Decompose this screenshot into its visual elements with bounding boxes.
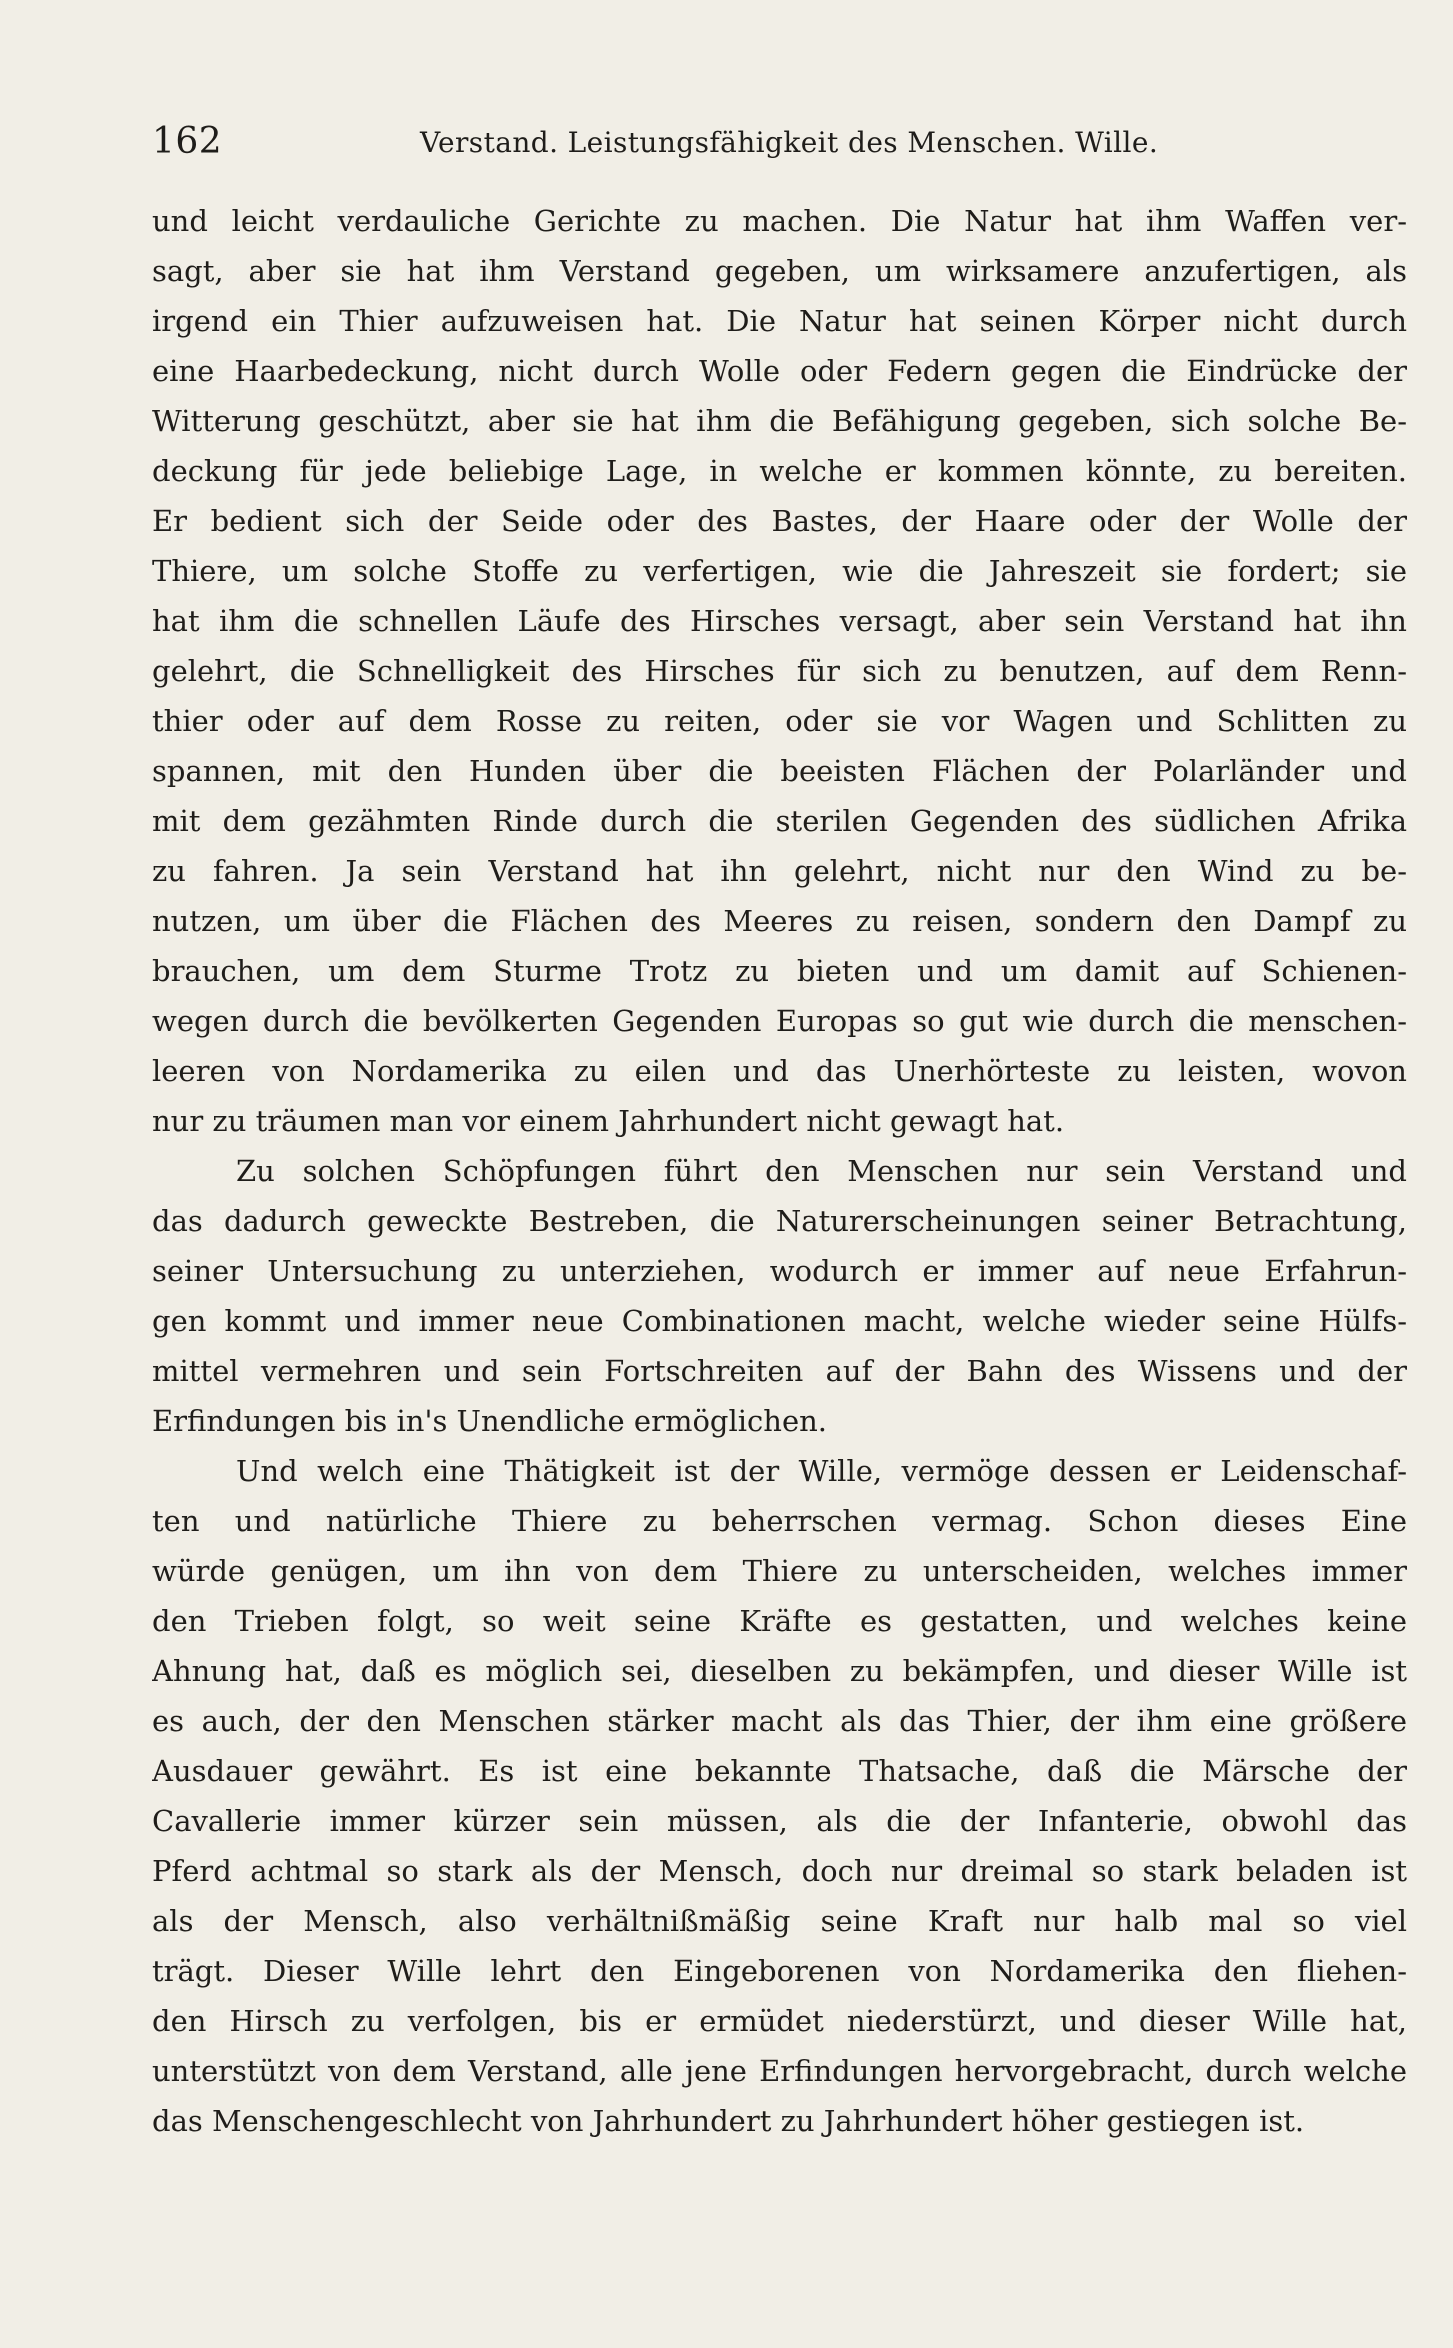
text-line: leeren von Nordamerika zu eilen und das Unerhörteste zu leisten, wovon [152, 1054, 1407, 1088]
text-line: spannen, mit den Hunden über die beeisten Flächen der Polarländer und [152, 754, 1407, 788]
text-line: den Hirsch zu verfolgen, bis er ermüdet niederstürzt, und dieser Wille hat, [152, 2004, 1407, 2038]
text-line: thier oder auf dem Rosse zu reiten, oder sie vor Wagen und Schlitten zu [152, 704, 1407, 738]
text-line: Witterung geschützt, aber sie hat ihm die Befähigung gegeben, sich solche Be- [152, 404, 1407, 438]
text-line: unterstützt von dem Verstand, alle jene Erfindungen hervorgebracht, durch welche [152, 2054, 1407, 2088]
paragraph [152, 1146, 1407, 1446]
page-number: 162 [152, 121, 223, 162]
paragraph [152, 196, 1407, 1146]
text-line: gelehrt, die Schnelligkeit des Hirsches für sich zu benutzen, auf dem Renn- [152, 654, 1407, 688]
text-line: das Menschengeschlecht von Jahrhundert zu Jahrhundert höher gestiegen ist. [152, 2104, 1305, 2138]
text-line: das dadurch geweckte Bestreben, die Naturerscheinungen seiner Betrachtung, [152, 1204, 1407, 1238]
text-line: deckung für jede beliebige Lage, in welche er kommen könnte, zu bereiten. [152, 454, 1407, 488]
body-text [152, 196, 1407, 2146]
text-line: nur zu träumen man vor einem Jahrhundert nicht gewagt hat. [152, 1104, 1065, 1138]
text-line: Ahnung hat, daß es möglich sei, dieselben zu bekämpfen, und dieser Wille ist [152, 1654, 1407, 1688]
text-line: es auch, der den Menschen stärker macht als das Thier, der ihm eine größere [152, 1704, 1407, 1738]
text-line: zu fahren. Ja sein Verstand hat ihn gelehrt, nicht nur den Wind zu be- [152, 854, 1407, 888]
text-line: ten und natürliche Thiere zu beherrschen vermag. Schon dieses Eine [152, 1504, 1407, 1538]
text-line: als der Mensch, also verhältnißmäßig seine Kraft nur halb mal so viel [152, 1904, 1407, 1938]
text-line: gen kommt und immer neue Combinationen macht, welche wieder seine Hülfs- [152, 1304, 1407, 1338]
text-line: Er bedient sich der Seide oder des Bastes, der Haare oder der Wolle der [152, 504, 1407, 538]
text-line: den Trieben folgt, so weit seine Kräfte es gestatten, und welches keine [152, 1604, 1407, 1638]
text-line: hat ihm die schnellen Läufe des Hirsches versagt, aber sein Verstand hat ihn [152, 604, 1407, 638]
text-line: Thiere, um solche Stoffe zu verfertigen, wie die Jahreszeit sie fordert; sie [152, 554, 1407, 588]
text-line: würde genügen, um ihn von dem Thiere zu unterscheiden, welches immer [152, 1554, 1407, 1588]
text-line: sagt, aber sie hat ihm Verstand gegeben, um wirksamere anzufertigen, als [152, 254, 1407, 288]
text-line: Pferd achtmal so stark als der Mensch, doch nur dreimal so stark beladen ist [152, 1854, 1407, 1888]
text-line: nutzen, um über die Flächen des Meeres zu reisen, sondern den Dampf zu [152, 904, 1407, 938]
text-line: Und welch eine Thätigkeit ist der Wille, vermöge dessen er Leidenschaf- [236, 1454, 1407, 1488]
text-line: trägt. Dieser Wille lehrt den Eingeborenen von Nordamerika den fliehen- [152, 1954, 1407, 1988]
paragraph [152, 1446, 1407, 2146]
running-head: Verstand. Leistungsfähigkeit des Menschen. Wille. [420, 126, 1159, 159]
text-line: Erfindungen bis in's Unendliche ermöglichen. [152, 1404, 828, 1438]
text-line: seiner Untersuchung zu unterziehen, wodurch er immer auf neue Erfahrun- [152, 1254, 1407, 1288]
text-line: Ausdauer gewährt. Es ist eine bekannte Thatsache, daß die Märsche der [152, 1754, 1407, 1788]
text-line: irgend ein Thier aufzuweisen hat. Die Natur hat seinen Körper nicht durch [152, 304, 1407, 338]
text-line: Cavallerie immer kürzer sein müssen, als die der Infanterie, obwohl das [152, 1804, 1407, 1838]
text-line: Zu solchen Schöpfungen führt den Menschen nur sein Verstand und [236, 1154, 1407, 1188]
text-line: wegen durch die bevölkerten Gegenden Europas so gut wie durch die menschen- [152, 1004, 1407, 1038]
page-header [152, 118, 1407, 170]
text-line: mit dem gezähmten Rinde durch die sterilen Gegenden des südlichen Afrika [152, 804, 1407, 838]
text-line: mittel vermehren und sein Fortschreiten auf der Bahn des Wissens und der [152, 1354, 1407, 1388]
text-line: eine Haarbedeckung, nicht durch Wolle oder Federn gegen die Eindrücke der [152, 354, 1407, 388]
text-line: und leicht verdauliche Gerichte zu machen. Die Natur hat ihm Waffen ver- [152, 204, 1407, 238]
text-line: brauchen, um dem Sturme Trotz zu bieten und um damit auf Schienen- [152, 954, 1407, 988]
